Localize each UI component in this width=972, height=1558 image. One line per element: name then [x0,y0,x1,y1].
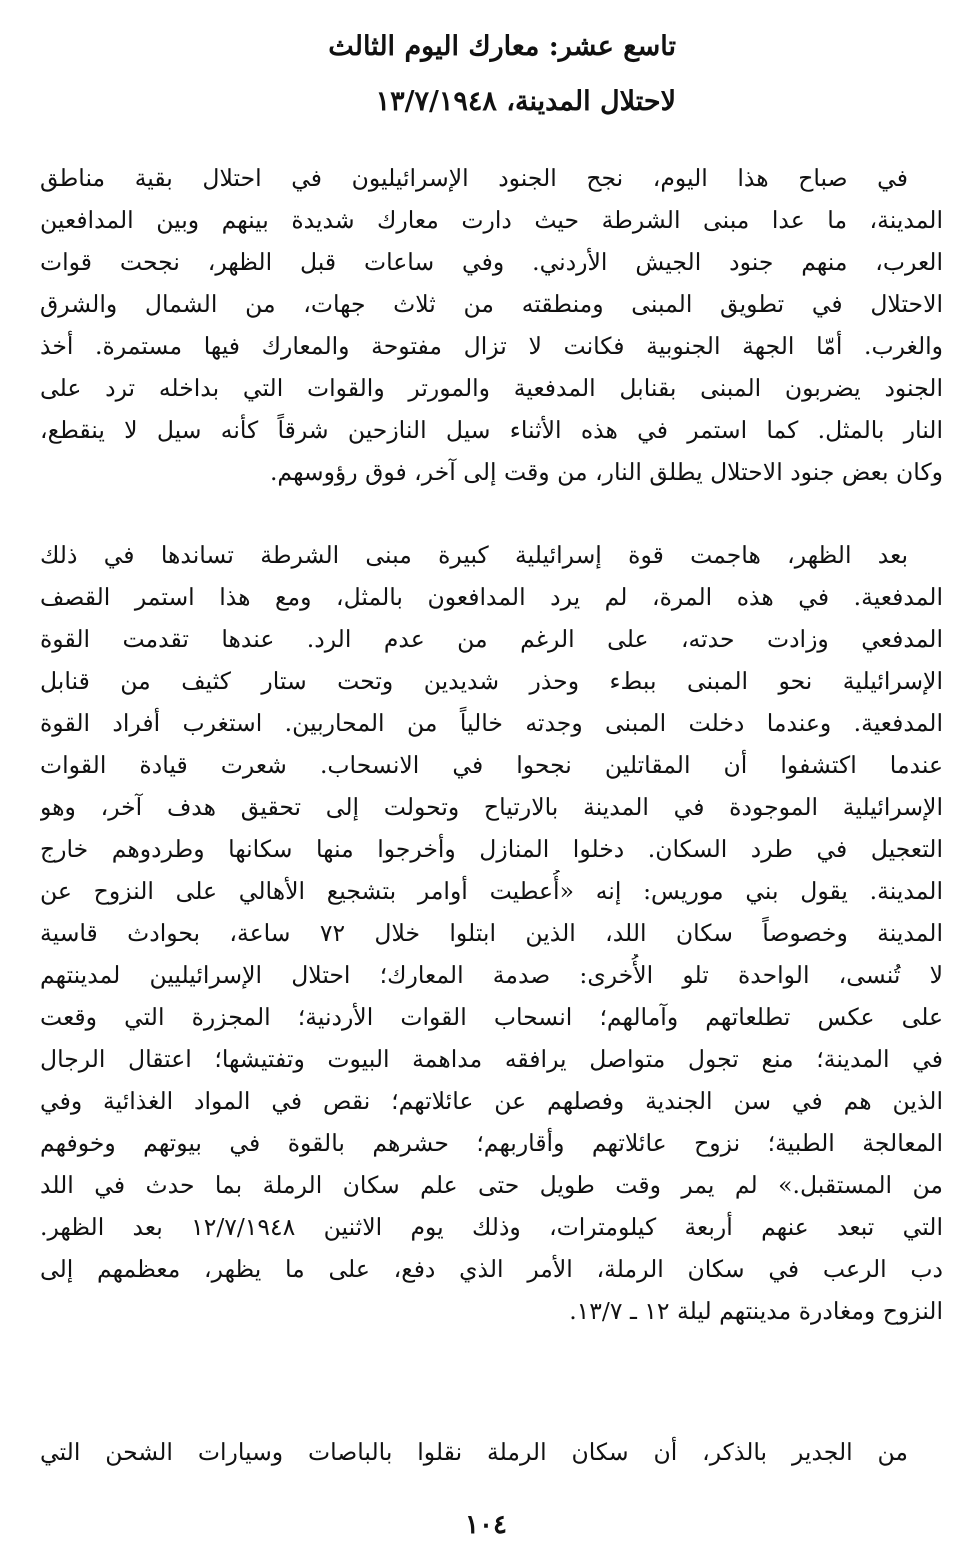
text-line: لا تُنسى، الواحدة تلو الأُخرى: صدمة المعارك؛ احتلال الإسرائيليين لمدينتهم [40,961,943,989]
text-line: الذين هم في سن الجندية وفصلهم عن عائلاتهم؛ نقص في المواد الغذائية وفي [40,1087,943,1115]
text-line: الإسرائيلية نحو المبنى ببطء وحذر شديدين وتحت ستار كثيف من قنابل [40,667,943,695]
text-line: في المدينة؛ منع تجول متواصل يرافقه مداهمة البيوت وتفتيشها؛ اعتقال الرجال [40,1045,943,1073]
text-line: دب الرعب في سكان الرملة، الأمر الذي دفع، على ما يظهر، معظمهم إلى [40,1255,943,1283]
text-line: التعجيل في طرد السكان. دخلوا المنازل وأخرجوا منها سكانها وطردوهم خارج [40,835,943,863]
text-line: والغرب. أمّا الجهة الجنوبية فكانت لا تزال مفتوحة والمعارك فيها مستمرة. أخذ [40,332,943,360]
text-line: النار بالمثل. كما استمر في هذه الأثناء سيل النازحين شرقاً كأنه سيل لا ينقطع، [40,416,943,444]
text-line: التي تبعد عنهم أربعة كيلومترات، وذلك يوم الاثنين ١٢/٧/١٩٤٨ بعد الظهر. [40,1213,943,1241]
text-line: الإسرائيلية الموجودة في المدينة بالارتياح وتحولت إلى تحقيق هدف آخر، وهو [40,793,943,821]
text-line: المدينة، ما عدا مبنى الشرطة حيث دارت معارك شديدة بينهم وبين المدافعين [40,206,943,234]
text-line: المدفعية. وعندما دخلت المبنى وجدته خالياً من المحاربين. استغرب أفراد القوة [40,709,943,737]
text-line: من المستقبل.» لم يمر وقت طويل حتى علم سكان الرملة بما حدث في اللد [40,1171,943,1199]
text-line: الاحتلال في تطويق المبنى ومنطقته من ثلاث جهات، من الشمال والشرق [40,290,943,318]
paragraph-3 [40,1431,943,1473]
text-line: في صباح هذا اليوم، نجح الجنود الإسرائيليون في احتلال بقية مناطق [40,164,908,192]
page-number: ١٠٤ [465,1510,507,1540]
text-line: بعد الظهر، هاجمت قوة إسرائيلية كبيرة مبنى الشرطة تساندها في ذلك [40,541,908,569]
text-line: عندما اكتشفوا أن المقاتلين نجحوا في الانسحاب. شعرت قيادة القوات [40,751,943,779]
text-line: الجنود يضربون المبنى بقنابل المدفعية والمورتر والقوات التي بداخله ترد على [40,374,943,402]
text-line: وكان بعض جنود الاحتلال يطلق النار، من وقت إلى آخر، فوق رؤوسهم. [269,458,943,486]
chapter-title: تاسع عشر: معارك اليوم الثالث [328,31,676,62]
text-line: على عكس تطلعاتهم وآمالهم؛ انسحاب القوات الأردنية؛ المجزرة التي وقعت [40,1003,943,1031]
text-line: المعالجة الطبية؛ نزوح عائلاتهم وأقاربهم؛ حشرهم بالقوة في بيوتهم وخوفهم [40,1129,943,1157]
text-line: المدفعية. في هذه المرة، لم يرد المدافعون بالمثل، ومع هذا استمر القصف [40,583,943,611]
text-line: المدينة. يقول بني موريس: إنه «أُعطيت أوامر بتشجيع الأهالي على النزوح عن [40,877,943,905]
text-line: العرب، منهم جنود الجيش الأردني. وفي ساعات قبل الظهر، نجحت قوات [40,248,943,276]
text-line: من الجدير بالذكر، أن سكان الرملة نقلوا بالباصات وسيارات الشحن التي [40,1438,908,1466]
chapter-subtitle: لاحتلال المدينة، ١٣/٧/١٩٤٨ [375,86,676,117]
text-line: النزوح ومغادرة مدينتهم ليلة ١٢ ـ ١٣/٧. [569,1297,943,1325]
paragraph-2 [40,534,943,1332]
text-line: المدفعي وزادت حدته، على الرغم من عدم الرد. عندها تقدمت القوة [40,625,943,653]
paragraph-1 [40,157,943,493]
text-line: المدينة وخصوصاً سكان اللد، الذين ابتلوا خلال ٧٢ ساعة، بحوادث قاسية [40,919,943,947]
